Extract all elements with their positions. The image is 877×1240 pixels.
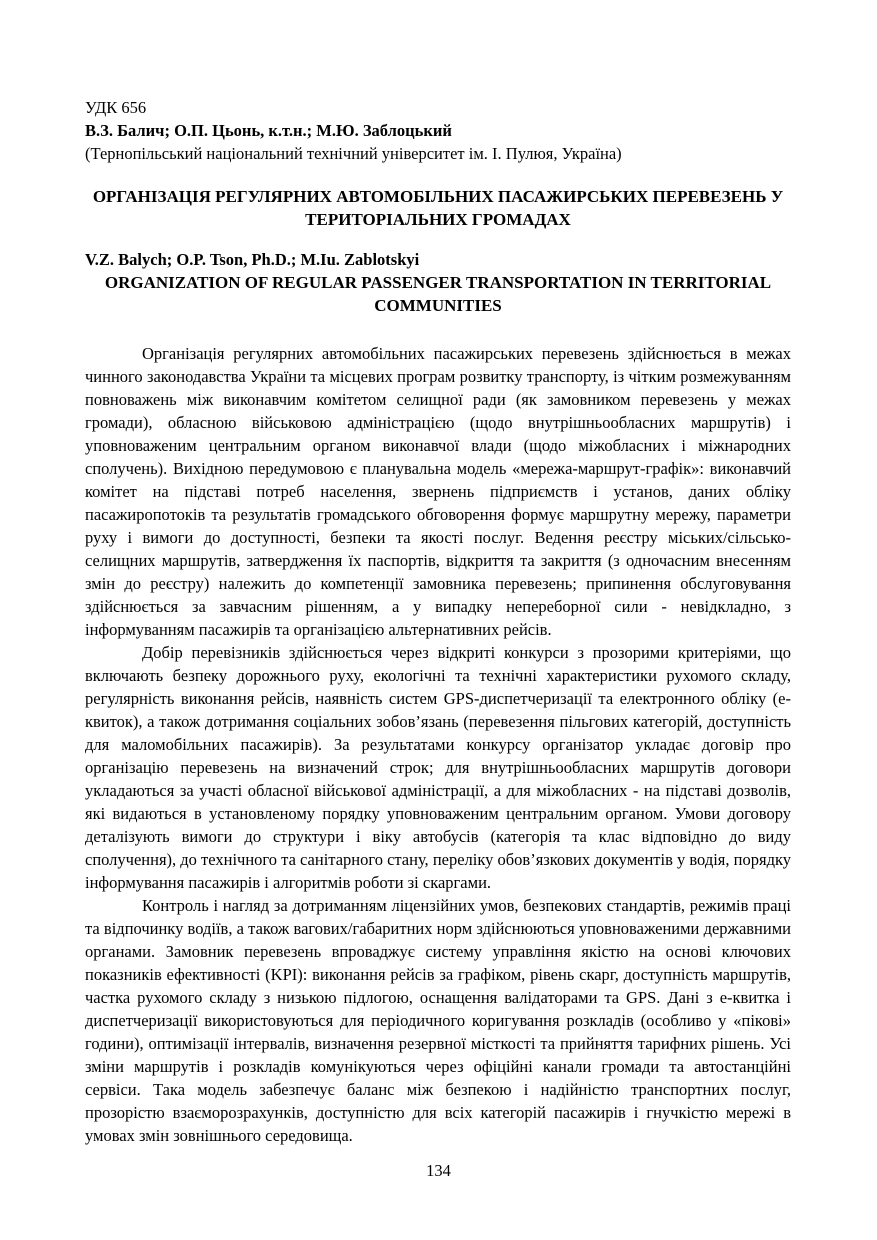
- authors-english: V.Z. Balych; O.P. Tson, Ph.D.; M.Iu. Zablotskyi: [85, 250, 420, 269]
- article-title-english: ORGANIZATION OF REGULAR PASSENGER TRANSPORTATION IN TERRITORIAL COMMUNITIES: [104, 273, 772, 315]
- article-title-ukrainian: ОРГАНІЗАЦІЯ РЕГУЛЯРНИХ АВТОМОБІЛЬНИХ ПАСАЖИРСЬКИХ ПЕРЕВЕЗЕНЬ У ТЕРИТОРІАЛЬНИХ ГРОМАДАХ: [92, 187, 784, 229]
- body-paragraph: Організація регулярних автомобільних пасажирських перевезень здійснюється в межах чинного законодавства України та місцевих програм розвитку транспорту, із чітким розмежуванням повноважень між виконавчим комітетом селищної ради (як замовником перевезень у межах громади), обласною військовою адміністрацією (щодо внутрішньообласних маршрутів) і уповноваженим центральним органом виконавчої влади (щодо міжобласних і міжнародних сполучень). Вихідною передумовою є планувальна модель «мережа-маршрут-графік»: виконавчий комітет на підставі потреб населення, звернень підприємств і установ, даних обліку пасажиропотоків та результатів громадського обговорення формує маршрутну мережу, параметри руху і вимоги до доступності, безпеки та якості послуг. Ведення реєстру міських/сільсько-селищних маршрутів, затвердження їх паспортів, відкриття та закриття (з одночасним внесенням змін до реєстру) належить до компетенції замовника перевезень; припинення обслуговування здійснюється за завчасним рішенням, а у випадку непереборної сили - невідкладно, з інформуванням пасажирів та організацією альтернативних рейсів.: [85, 344, 791, 639]
- page-number: 134: [426, 1161, 451, 1180]
- affiliation: (Тернопільський національний технічний університет ім. І. Пулюя, Україна): [85, 144, 622, 163]
- authors-ukrainian: В.З. Балич; О.П. Цьонь, к.т.н.; М.Ю. Заблоцький: [85, 121, 452, 140]
- body-paragraph: Добір перевізників здійснюється через відкриті конкурси з прозорими критеріями, що включають безпеку дорожнього руху, екологічні та технічні характеристики рухомого складу, регулярність виконання рейсів, наявність систем GPS-диспетчеризації та електронного обліку (е-квиток), а також дотримання соціальних зобов’язань (перевезення пільгових категорій, доступність для маломобільних пасажирів). За результатами конкурсу організатор укладає договір про організацію перевезень на визначений строк; для внутрішньообласних маршрутів договори укладаються за участі обласної військової адміністрації, а для міжобласних - на підставі дозволів, які видаються в установленому порядку уповноваженим центральним органом. Умови договору деталізують вимоги до структури і віку автобусів (категорія та клас відповідно до виду сполучення), до технічного та санітарного стану, переліку обов’язкових документів у водія, порядку інформування пасажирів і алгоритмів роботи зі скаргами.: [85, 643, 791, 892]
- body-paragraph: Контроль і нагляд за дотриманням ліцензійних умов, безпекових стандартів, режимів праці та відпочинку водіїв, а також вагових/габаритних норм здійснюються уповноваженими державними органами. Замовник перевезень впроваджує систему управління якістю на основі ключових показників ефективності (KPI): виконання рейсів за графіком, рівень скарг, доступність маршрутів, частка рухомого складу з низькою підлогою, оснащення валідаторами та GPS. Дані з е-квитка і диспетчеризації використовуються для періодичного коригування розкладів (особливо у «пікові» години), оптимізації інтервалів, визначення резервної місткості та прийняття тарифних рішень. Усі зміни маршрутів і розкладів комунікуються через офіційні канали громади та автостанційні сервіси. Така модель забезпечує баланс між безпекою і надійністю транспортних послуг, прозорістю взаєморозрахунків, доступністю для всіх категорій пасажирів і гнучкістю мережі в умовах змін зовнішнього середовища.: [85, 896, 791, 1145]
- article-body: [85, 342, 791, 1147]
- udc-code: УДК 656: [85, 98, 147, 117]
